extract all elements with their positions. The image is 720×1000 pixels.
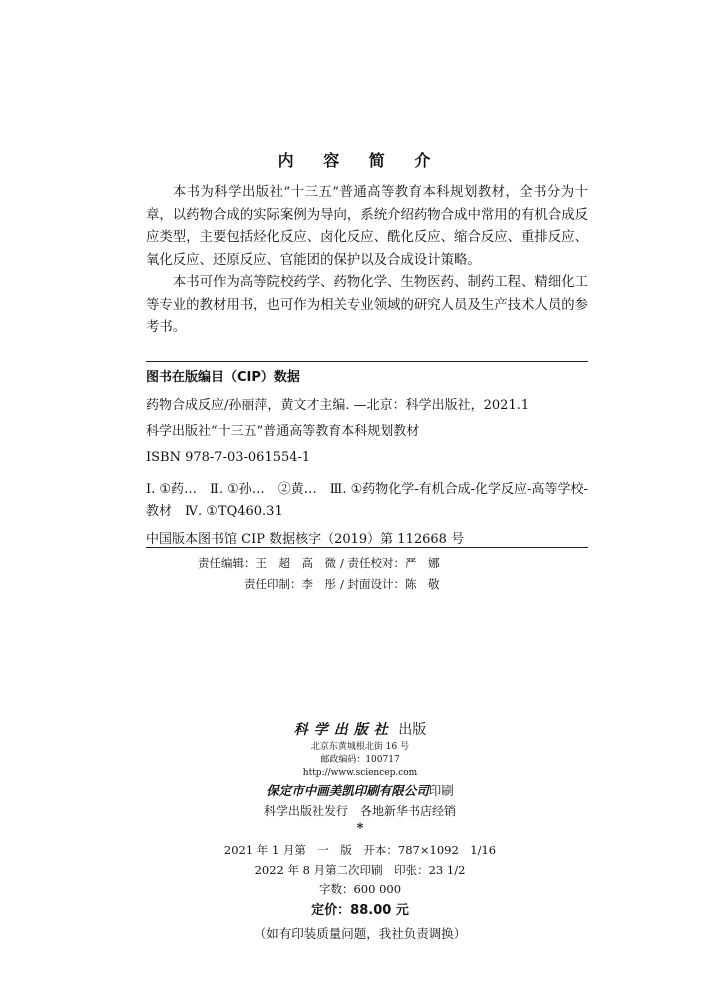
cip-title-line: 药物合成反应/孙丽萍，黄文才主编. —北京：科学出版社，2021.1: [146, 398, 530, 413]
cip-series-line: 科学出版社“十三五”普通高等教育本科规划教材: [146, 424, 420, 439]
publisher-block: [0, 720, 720, 946]
publisher-postcode: 邮政编码：100717: [320, 755, 400, 765]
divider-top: [146, 361, 588, 362]
cip-isbn: ISBN 978-7-03-061554-1: [146, 450, 311, 465]
separator-star: *: [356, 821, 364, 836]
price: 定价：88.00 元: [311, 903, 409, 918]
publisher-url: http://www.sciencep.com: [302, 768, 418, 778]
cip-classification: Ⅰ. ①药… Ⅱ. ①孙… ②黄… Ⅲ. ①药物化学-有机合成-化学反应-高等学校-教材 Ⅳ. ①TQ460.31: [146, 482, 588, 519]
credit-proofreader: / 责任校对：严 娜: [340, 556, 440, 570]
intro-paragraph-1: 本书为科学出版社“十三五”普通高等教育本科规划教材，全书分为十章，以药物合成的实际案例为导向，系统介绍药物合成中常用的有机合成反应类型，主要包括烃化反应、卤化反应、酰化反应、缩合反应、重排反应、氧化反应、还原反应、官能团的保护以及合成设计策略。: [146, 185, 588, 268]
intro-paragraph-2: 本书可作为高等院校药学、药物化学、生物医药、制药工程、精细化工等专业的教材用书，也可作为相关专业领域的研究人员及生产技术人员的参考书。: [146, 275, 588, 335]
printing-info: 2022 年 8 月第二次印刷 印张：23 1/2: [254, 863, 466, 877]
introduction: [146, 182, 588, 340]
credit-editor: 责任编辑：王 超 高 微: [198, 556, 336, 570]
publisher-address: 北京东黄城根北街 16 号: [310, 742, 410, 752]
credits: [146, 553, 588, 595]
page-title: 内 容 简 介: [277, 151, 443, 170]
printer-suffix: 印刷: [428, 783, 454, 798]
divider-bottom: [146, 547, 588, 548]
printer-name: 保定市中画美凯印刷有限公司: [266, 783, 429, 798]
word-count: 字数：600 000: [318, 882, 402, 896]
cip-heading: 图书在版编目（CIP）数据: [146, 370, 300, 385]
publisher-logo: 科学出版社: [293, 722, 394, 738]
credit-print-supervisor: 责任印制：李 彤: [244, 577, 336, 591]
distribution: 科学出版社发行 各地新华书店经销: [263, 804, 456, 818]
edition-info: 2021 年 1 月第 一 版 开本：787×1092 1/16: [223, 843, 497, 857]
cip-record-number: 中国版本图书馆 CIP 数据核字（2019）第 112668 号: [146, 532, 465, 547]
credit-cover-designer: / 封面设计：陈 敬: [340, 577, 440, 591]
quality-notice: （如有印装质量问题，我社负责调换）: [253, 926, 467, 941]
publisher-suffix: 出版: [398, 722, 427, 738]
cip-block: [146, 367, 588, 551]
